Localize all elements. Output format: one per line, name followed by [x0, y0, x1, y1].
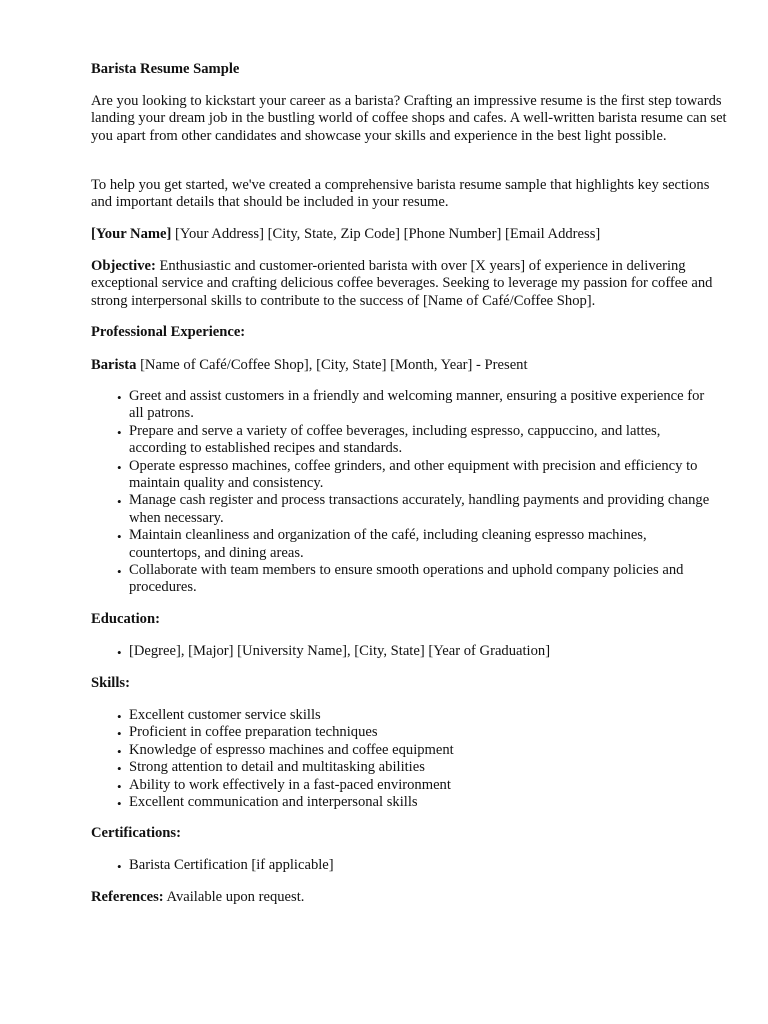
certifications-heading: Certifications:	[91, 825, 181, 841]
objective-label: Objective:	[91, 258, 156, 274]
list-item: • Greet and assist customers in a friendly and welcoming manner, ensuring a positive experience for all patrons.	[117, 388, 717, 423]
references-line	[91, 889, 731, 906]
objective-section	[91, 258, 731, 310]
list-item: • Proficient in coffee preparation techniques	[117, 724, 717, 741]
list-item: • [Degree], [Major] [University Name], [City, State] [Year of Graduation]	[117, 643, 717, 660]
responsibilities-list	[117, 388, 717, 597]
list-item: • Manage cash register and process transactions accurately, handling payments and providing change when necessary.	[117, 492, 717, 527]
list-item: • Operate espresso machines, coffee grinders, and other equipment with precision and efficiency to maintain quality and consistency.	[117, 458, 717, 493]
list-item: • Barista Certification [if applicable]	[117, 857, 717, 874]
list-item: • Excellent customer service skills	[117, 707, 717, 724]
education-heading: Education:	[91, 611, 160, 627]
references-label: References:	[91, 889, 164, 905]
job-line	[91, 357, 731, 374]
list-item: • Prepare and serve a variety of coffee beverages, including espresso, cappuccino, and lattes, according to established recipes and standards.	[117, 423, 717, 458]
list-item: • Knowledge of espresso machines and coffee equipment	[117, 742, 717, 759]
skills-heading: Skills:	[91, 675, 130, 691]
contact-line	[91, 226, 731, 243]
list-item: • Collaborate with team members to ensure smooth operations and uphold company policies and procedures.	[117, 562, 717, 597]
document-title: Barista Resume Sample	[91, 61, 240, 77]
list-item: • Strong attention to detail and multitasking abilities	[117, 759, 717, 776]
contact-name: [Your Name]	[91, 226, 172, 242]
list-item: • Ability to work effectively in a fast-paced environment	[117, 777, 717, 794]
list-item: • Maintain cleanliness and organization of the café, including cleaning espresso machines, countertops, and dining areas.	[117, 527, 717, 562]
certifications-list	[117, 857, 717, 874]
intro-paragraph-2: To help you get started, we've created a comprehensive barista resume sample that highlights key sections and important details that should be included in your resume.	[91, 177, 710, 211]
objective-text: Enthusiastic and customer-oriented barista with over [X years] of experience in delivering exceptional service and crafting delicious coffee beverages. Seeking to leverage my passion for coffee and strong interpersonal skills to contribute to the success of [Name of Café/Coffee Shop].	[91, 258, 713, 309]
intro-paragraph: Are you looking to kickstart your career as a barista? Crafting an impressive resume is the first step towards landing your dream job in the bustling world of coffee shops and cafes. A well-written barista resume can set you apart from other candidates and showcase your skills and experience in the best light possible.	[91, 93, 727, 144]
contact-details: [Your Address] [City, State, Zip Code] [Phone Number] [Email Address]	[175, 226, 601, 242]
skills-list	[117, 707, 717, 811]
experience-heading: Professional Experience:	[91, 324, 246, 340]
education-list	[117, 643, 717, 660]
job-details: [Name of Café/Coffee Shop], [City, State] [Month, Year] - Present	[140, 357, 528, 373]
list-item: • Excellent communication and interpersonal skills	[117, 794, 717, 811]
references-text: Available upon request.	[166, 889, 305, 905]
job-role: Barista	[91, 357, 137, 373]
